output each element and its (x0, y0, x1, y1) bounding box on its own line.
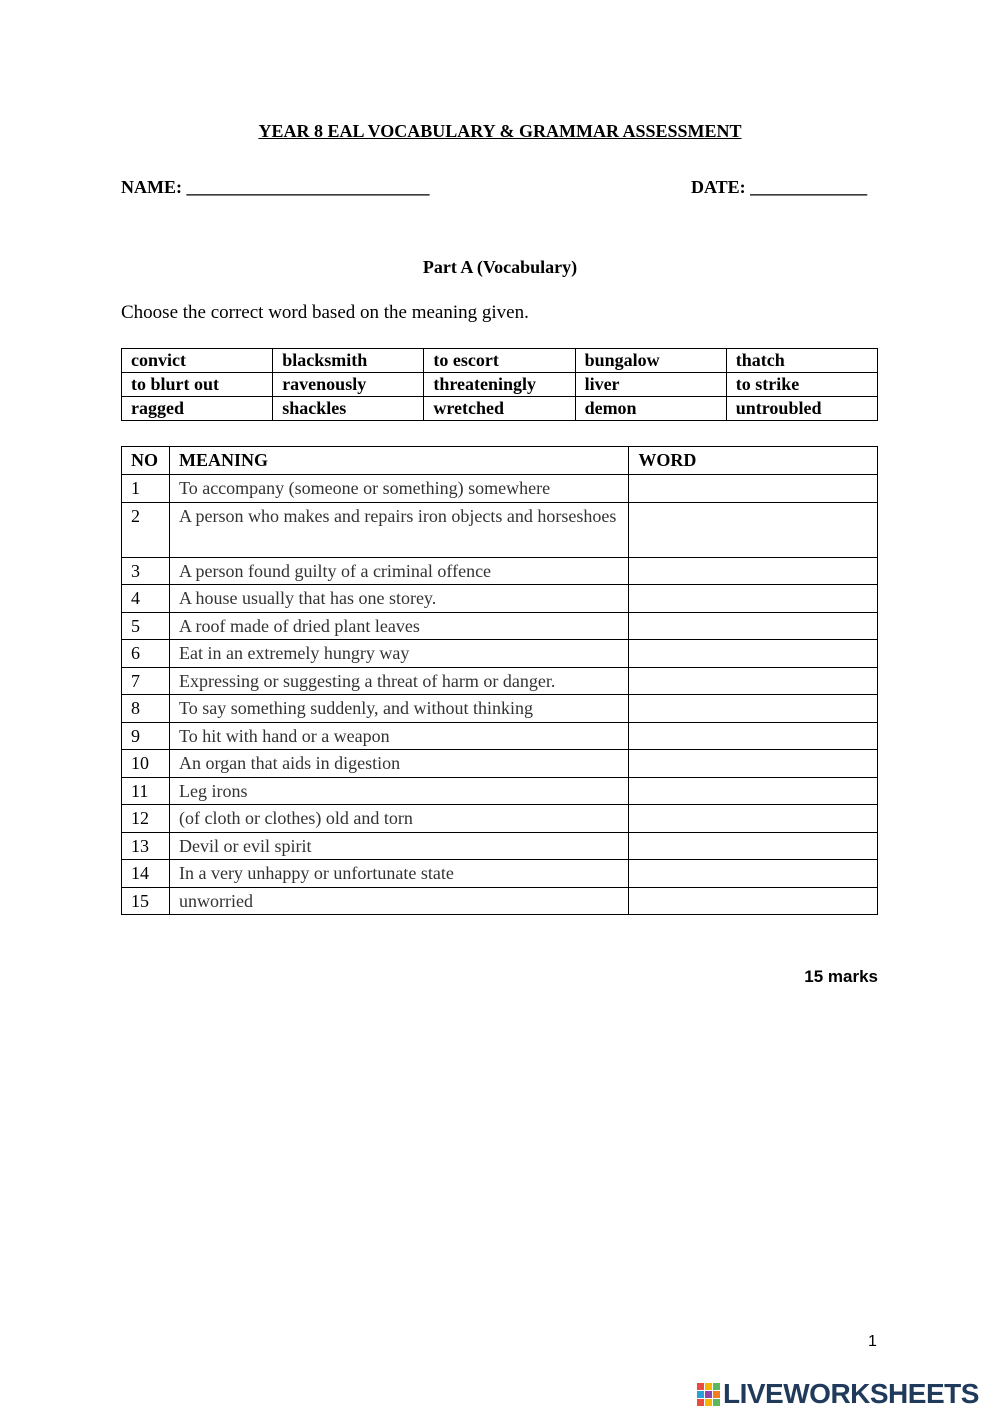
word-bank-row (122, 397, 878, 421)
question-meaning: Expressing or suggesting a threat of harm or danger. (169, 667, 628, 695)
answer-word-cell[interactable] (629, 777, 878, 805)
question-meaning: To say something suddenly, and without thinking (169, 695, 628, 723)
word-bank-word: bungalow (575, 349, 726, 373)
word-bank-word: thatch (726, 349, 877, 373)
question-number: 7 (122, 667, 170, 695)
question-number: 10 (122, 750, 170, 778)
table-row (122, 832, 878, 860)
question-meaning: An organ that aids in digestion (169, 750, 628, 778)
logo-square (697, 1383, 704, 1390)
table-row (122, 667, 878, 695)
logo-square (705, 1391, 712, 1398)
logo-square (713, 1391, 720, 1398)
question-number: 12 (122, 805, 170, 833)
question-meaning: To hit with hand or a weapon (169, 722, 628, 750)
question-number: 6 (122, 640, 170, 668)
answer-word-cell[interactable] (629, 667, 878, 695)
word-bank-word: convict (122, 349, 273, 373)
answer-word-cell[interactable] (629, 612, 878, 640)
no-column-header: NO (122, 447, 170, 475)
liveworksheets-logo (697, 1376, 979, 1412)
question-number: 14 (122, 860, 170, 888)
word-bank-word: shackles (273, 397, 424, 421)
answer-word-cell[interactable] (629, 640, 878, 668)
table-row (122, 887, 878, 915)
answer-word-cell[interactable] (629, 805, 878, 833)
logo-square (705, 1399, 712, 1406)
logo-text: LIVEWORKSHEETS (723, 1378, 979, 1409)
word-bank-row (122, 373, 878, 397)
question-meaning: (of cloth or clothes) old and torn (169, 805, 628, 833)
answer-word-cell[interactable] (629, 860, 878, 888)
logo-square (697, 1399, 704, 1406)
name-field-label: NAME: ___________________________ (121, 177, 430, 197)
word-column-header: WORD (629, 447, 878, 475)
table-row (122, 640, 878, 668)
answer-word-cell[interactable] (629, 585, 878, 613)
table-row (122, 860, 878, 888)
meaning-column-header: MEANING (169, 447, 628, 475)
page-number: 1 (868, 1333, 877, 1350)
liveworksheets-logo-icon (697, 1383, 720, 1406)
question-meaning: unworried (169, 887, 628, 915)
word-bank-word: blacksmith (273, 349, 424, 373)
table-row (122, 695, 878, 723)
word-bank-word: liver (575, 373, 726, 397)
answer-word-cell[interactable] (629, 695, 878, 723)
question-number: 4 (122, 585, 170, 613)
word-bank-word: to escort (424, 349, 575, 373)
table-row (122, 585, 878, 613)
answer-word-cell[interactable] (629, 475, 878, 503)
question-meaning: To accompany (someone or something) somewhere (169, 475, 628, 503)
question-number: 15 (122, 887, 170, 915)
logo-square (713, 1383, 720, 1390)
answer-word-cell[interactable] (629, 502, 878, 557)
table-row (122, 750, 878, 778)
table-header-row (122, 447, 878, 475)
word-bank-word: demon (575, 397, 726, 421)
answer-word-cell[interactable] (629, 722, 878, 750)
word-bank-word: to strike (726, 373, 877, 397)
part-heading: Part A (Vocabulary) (422, 257, 578, 277)
question-meaning: A roof made of dried plant leaves (169, 612, 628, 640)
word-bank-word: to blurt out (122, 373, 273, 397)
question-number: 3 (122, 557, 170, 585)
question-number: 5 (122, 612, 170, 640)
logo-square (713, 1399, 720, 1406)
question-number: 9 (122, 722, 170, 750)
question-meaning: A house usually that has one storey. (169, 585, 628, 613)
date-field-label: DATE: _____________ (691, 177, 868, 197)
answer-word-cell[interactable] (629, 887, 878, 915)
logo-square (705, 1383, 712, 1390)
vocabulary-table (121, 446, 878, 915)
marks-label: 15 marks (804, 967, 878, 986)
word-bank-word: ravenously (273, 373, 424, 397)
question-meaning: Devil or evil spirit (169, 832, 628, 860)
document-title: YEAR 8 EAL VOCABULARY & GRAMMAR ASSESSMENT (258, 121, 742, 141)
question-meaning: Eat in an extremely hungry way (169, 640, 628, 668)
instruction-text: Choose the correct word based on the meaning given. (121, 302, 529, 323)
question-meaning: Leg irons (169, 777, 628, 805)
word-bank-word: untroubled (726, 397, 877, 421)
question-meaning: A person who makes and repairs iron objects and horseshoes (169, 502, 628, 557)
answer-word-cell[interactable] (629, 557, 878, 585)
question-number: 1 (122, 475, 170, 503)
word-bank-table (121, 348, 878, 421)
table-row (122, 722, 878, 750)
question-number: 8 (122, 695, 170, 723)
table-row (122, 805, 878, 833)
answer-word-cell[interactable] (629, 750, 878, 778)
question-number: 11 (122, 777, 170, 805)
table-row (122, 612, 878, 640)
word-bank-word: wretched (424, 397, 575, 421)
table-row (122, 557, 878, 585)
question-number: 13 (122, 832, 170, 860)
word-bank-row (122, 349, 878, 373)
logo-square (697, 1391, 704, 1398)
question-number: 2 (122, 502, 170, 557)
answer-word-cell[interactable] (629, 832, 878, 860)
table-row (122, 475, 878, 503)
word-bank-word: threateningly (424, 373, 575, 397)
word-bank-word: ragged (122, 397, 273, 421)
question-meaning: In a very unhappy or unfortunate state (169, 860, 628, 888)
question-meaning: A person found guilty of a criminal offence (169, 557, 628, 585)
table-row (122, 777, 878, 805)
table-row (122, 502, 878, 557)
